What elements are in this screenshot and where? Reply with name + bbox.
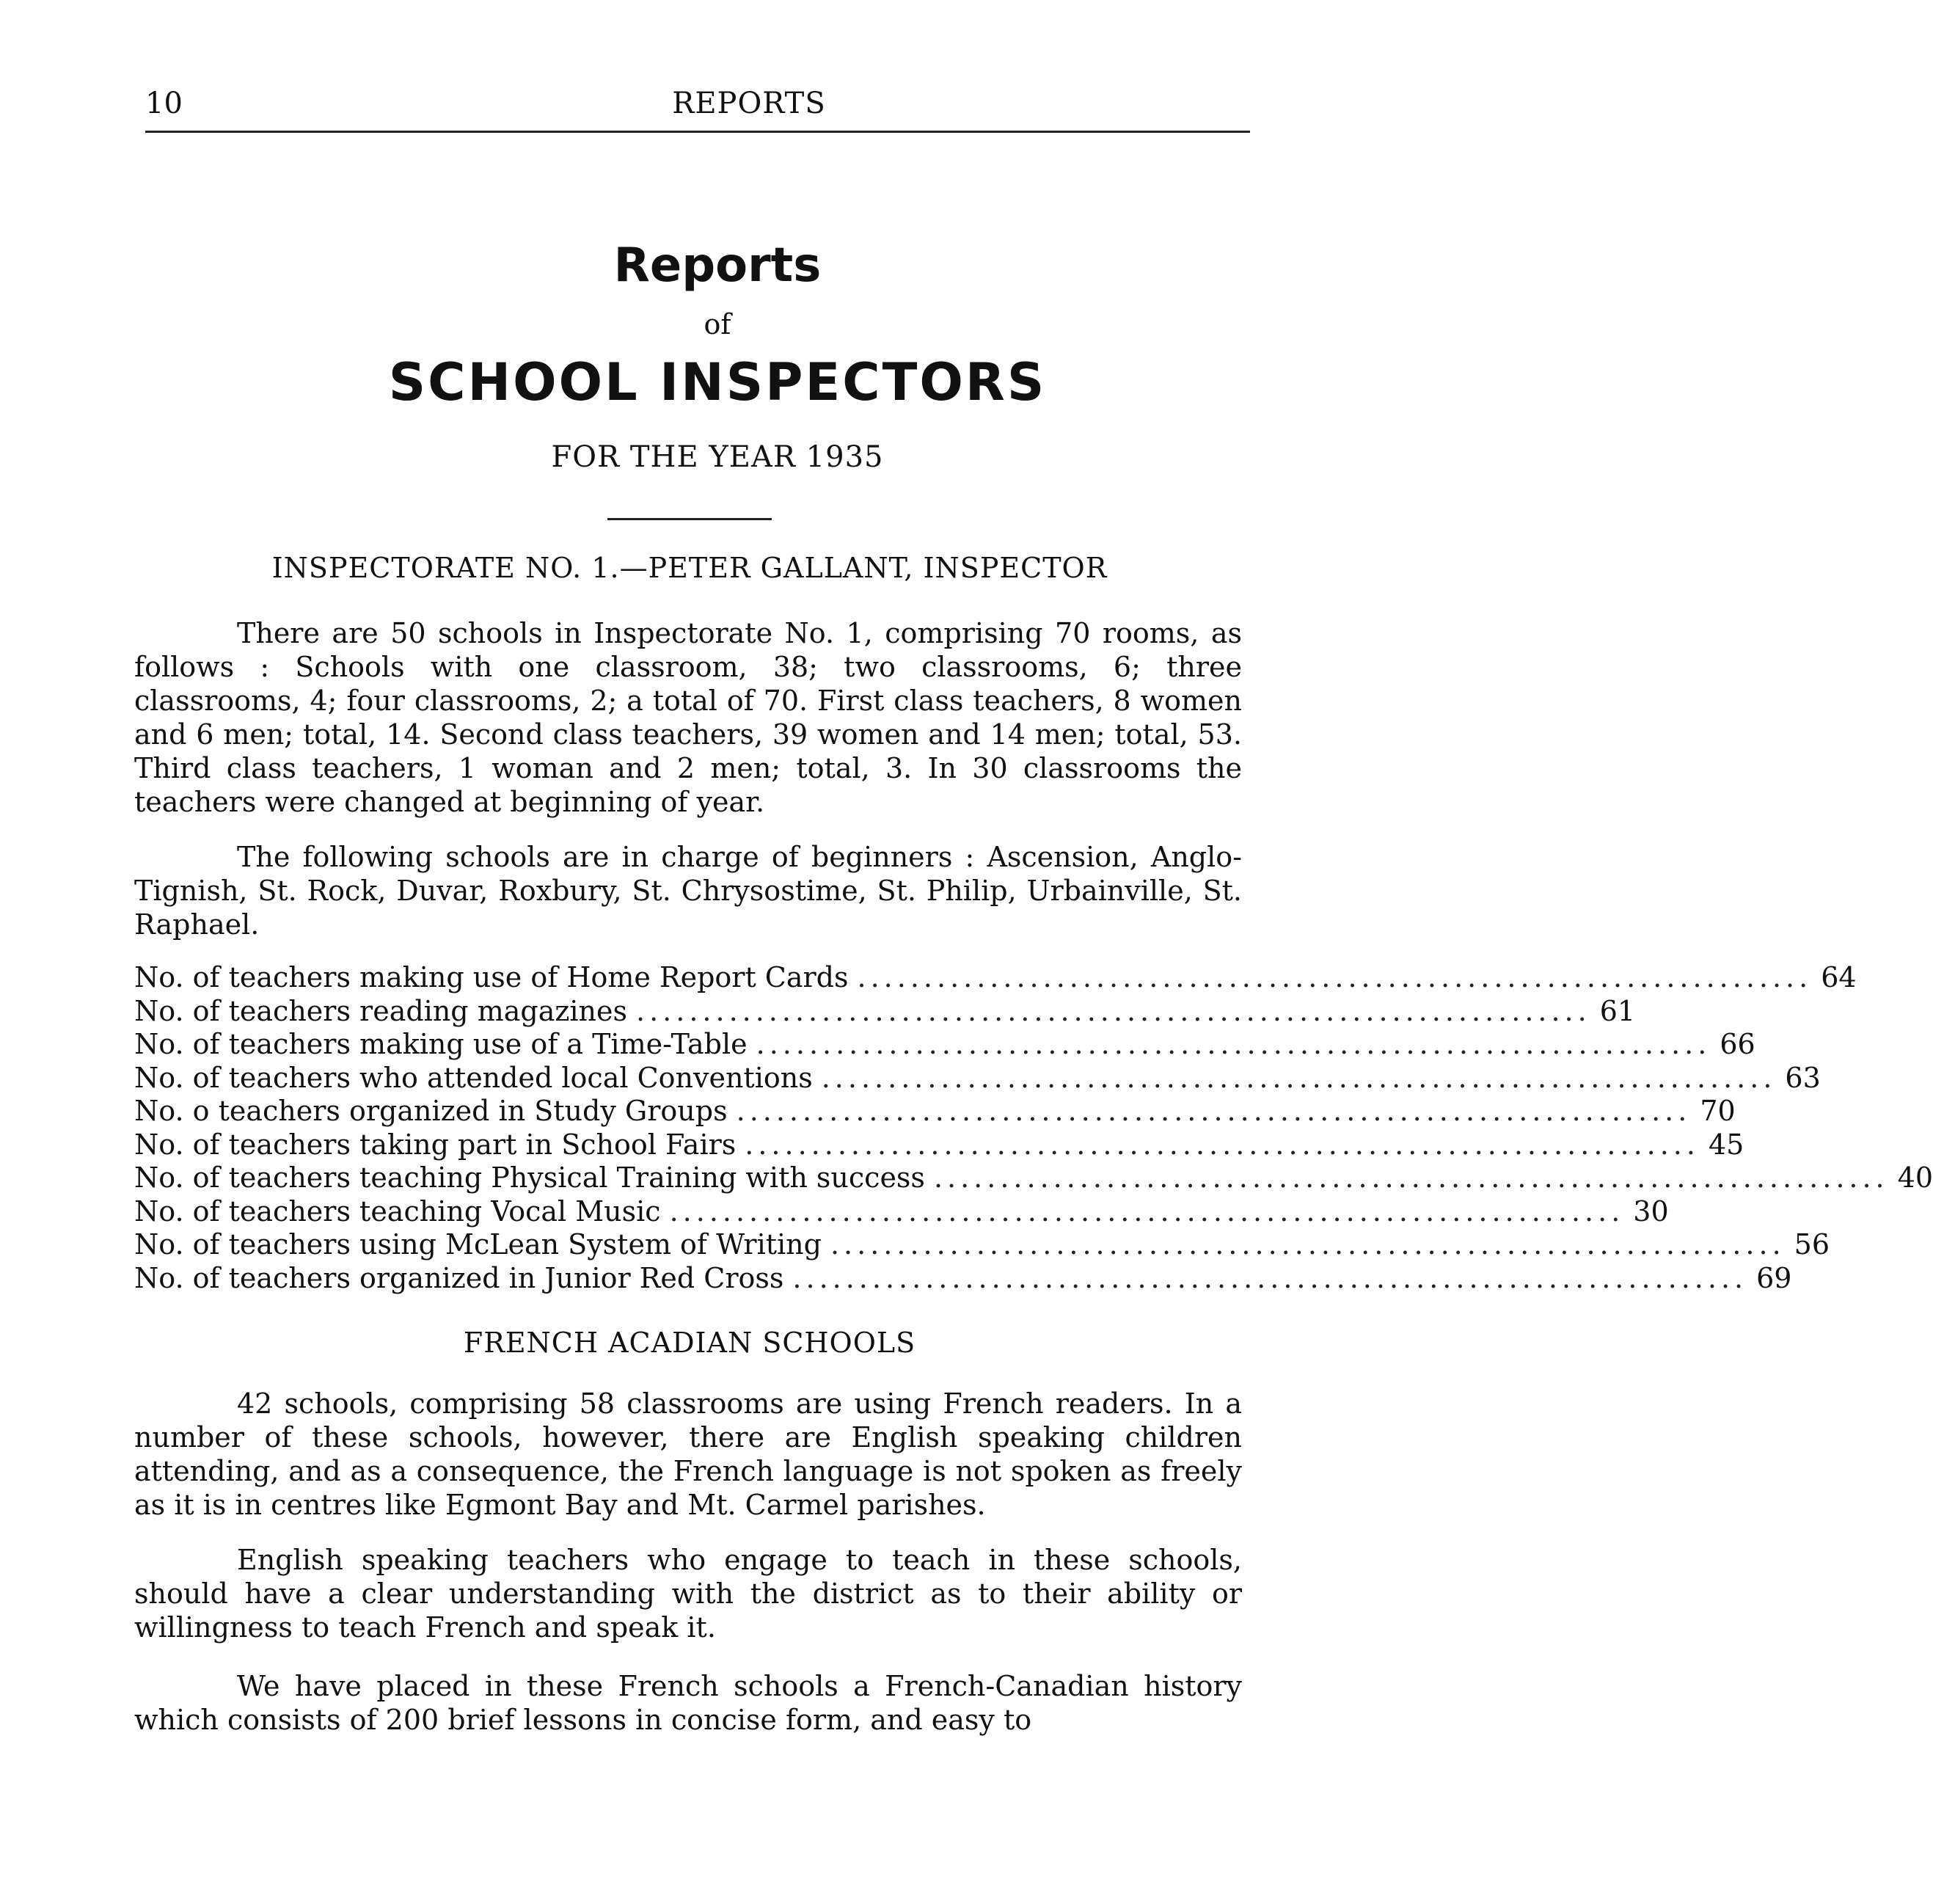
stat-label: No. of teachers teaching Vocal Music [134,1194,661,1228]
french-paragraph-2: English speaking teachers who engage to teach in these schools, should have a clear understanding with the district as to their ability or willingness to teach French and speak it. [134,1544,1242,1644]
inspectorate-heading: INSPECTORATE NO. 1.—PETER GALLANT, INSPECTOR [271,552,1108,584]
running-header [145,87,1250,133]
stat-value: 45 [1708,1128,1744,1161]
stat-label: No. of teachers making use of Home Report Cards [134,961,849,993]
dot-leader: ........................................................................ [857,961,1813,993]
dot-leader: ........................................................................ [736,1095,1692,1127]
french-paragraph-1: 42 schools, comprising 58 classrooms are using French readers. In a number of these schools, however, there are English speaking children attending, and as a consequence, the French language is not spoken as freely as it is in centres like Egmont Bay and Mt. Carmel parishes. [134,1387,1242,1521]
teacher-statistics-list [134,961,1933,1295]
stat-label: No. of teachers taking part in School Fairs [134,1128,737,1161]
stat-row [134,1128,1744,1162]
french-paragraph-3: We have placed in these French schools a French-Canadian history which consists of 200 brief lessons in concise form, and easy to [134,1670,1242,1736]
stat-row [134,1228,1830,1262]
stat-value: 30 [1633,1194,1669,1228]
stat-label: No. of teachers reading magazines [134,994,628,1027]
dot-leader: ........................................................................ [830,1228,1786,1261]
dot-leader: ........................................................................ [669,1194,1625,1228]
dot-leader: ........................................................................ [636,994,1591,1027]
french-acadian-heading: FRENCH ACADIAN SCHOOLS [463,1327,916,1359]
stat-value: 63 [1785,1061,1821,1094]
title-reports: Reports [613,238,822,293]
stat-label: No. of teachers organized in Junior Red Cross [134,1261,784,1294]
dot-leader: ........................................................................ [745,1128,1700,1161]
title-year: FOR THE YEAR 1935 [551,440,884,474]
inspectorate-paragraph-1: There are 50 schools in Inspectorate No. 1, comprising 70 rooms, as follows : Schools with one classroom, 38; two classrooms, 6; three classrooms, 4; four classrooms, 2; a total of 70. First class teachers, 8 women and 6 men; total, 14. Second class teachers, 39 women and 14 men; total, 53. Third class teachers, 1 woman and 2 men; total, 3. In 30 classrooms the teachers were changed at beginning of year. [134,617,1242,818]
stat-label: No. o teachers organized in Study Groups [134,1095,728,1127]
page-number: 10 [145,87,183,120]
stat-label: No. of teachers who attended local Conventions [134,1061,813,1094]
dot-leader: ........................................................................ [756,1028,1711,1060]
stat-value: 70 [1700,1095,1736,1127]
stat-row [134,1161,1933,1195]
dot-leader: ........................................................................ [933,1161,1889,1194]
stat-row [134,1061,1821,1095]
stat-row [134,1261,1792,1296]
stat-value: 61 [1599,994,1636,1027]
title-school-inspectors: SCHOOL INSPECTORS [388,352,1047,412]
running-title: REPORTS [672,87,826,120]
stat-row [134,1194,1669,1229]
inspectorate-paragraph-2: The following schools are in charge of beginners : Ascension, Anglo-Tignish, St. Rock, Duvar, Roxbury, St. Chrysostime, St. Philip, Urbainville, St. Raphael. [134,841,1242,941]
dot-leader: ........................................................................ [792,1261,1748,1294]
stat-value: 40 [1897,1161,1933,1194]
dot-leader: ........................................................................ [821,1061,1777,1094]
stat-row [134,1028,1755,1062]
stat-value: 69 [1756,1261,1792,1294]
stat-label: No. of teachers making use of a Time-Table [134,1028,748,1060]
title-of: of [704,308,731,340]
stat-value: 66 [1720,1028,1755,1060]
stat-label: No. of teachers teaching Physical Training with success [134,1161,925,1194]
stat-row [134,1095,1736,1128]
stat-label: No. of teachers using McLean System of Writing [134,1228,822,1261]
stat-row [134,961,1857,995]
stat-row [134,994,1636,1029]
stat-value: 56 [1794,1228,1830,1261]
stat-value: 64 [1821,961,1857,993]
title-divider [607,518,772,520]
